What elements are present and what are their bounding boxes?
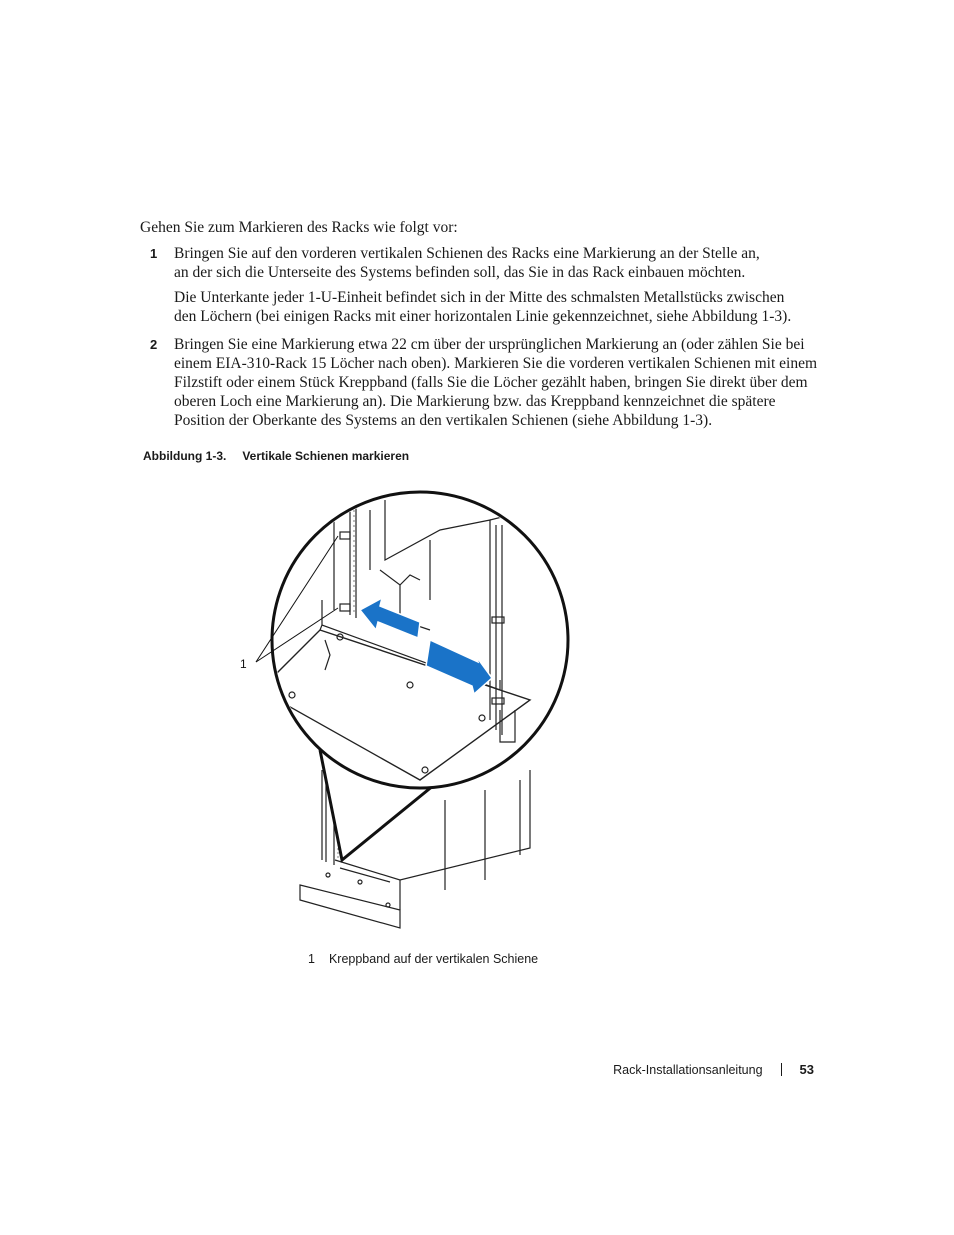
page-number: 53 xyxy=(799,1062,814,1077)
figure-number: Abbildung 1-3. xyxy=(143,449,227,463)
figure-title: Vertikale Schienen markieren xyxy=(242,449,410,463)
legend-number: 1 xyxy=(308,952,315,966)
footer-divider xyxy=(781,1063,782,1076)
figure-caption xyxy=(143,449,409,463)
step-1-note-line-1: Die Unterkante jeder 1-U-Einheit befindet sich in der Mitte des schmalsten Metallstücks zwischen xyxy=(174,289,785,306)
step-2-line-3: Filzstift oder einem Stück Kreppband (falls Sie die Löcher gezählt haben, bringen Sie direkt über dem xyxy=(174,374,808,391)
callout-number: 1 xyxy=(240,657,247,671)
step-2-line-4: oberen Loch eine Markierung an). Die Markierung bzw. das Kreppband kennzeichnet die spätere xyxy=(174,393,776,410)
footer-title: Rack-Installationsanleitung xyxy=(613,1062,763,1077)
page-footer xyxy=(613,1062,814,1077)
step-number: 1 xyxy=(150,246,158,261)
step-2-line-1: Bringen Sie eine Markierung etwa 22 cm über der ursprünglichen Markierung an (oder zählen Sie bei xyxy=(174,336,805,353)
step-2-line-2: einem EIA-310-Rack 15 Löcher nach oben). Markieren Sie die vorderen vertikalen Schienen mit einem xyxy=(174,355,818,372)
step-2 xyxy=(150,335,820,430)
step-1-line-1: Bringen Sie auf den vorderen vertikalen Schienen des Racks eine Markierung an der Stelle an, xyxy=(174,245,760,262)
step-2-line-5: Position der Oberkante des Systems an den vertikalen Schienen (siehe Abbildung 1-3). xyxy=(174,412,713,429)
legend-text: Kreppband auf der vertikalen Schiene xyxy=(328,952,539,966)
rack-illustration xyxy=(230,480,590,940)
step-number: 2 xyxy=(150,337,158,352)
step-1 xyxy=(150,244,820,326)
intro-text: Gehen Sie zum Markieren des Racks wie folgt vor: xyxy=(140,219,458,236)
step-1-line-2: an der sich die Unterseite des Systems befinden soll, das Sie in das Rack einbauen möchten. xyxy=(174,264,746,281)
figure-legend xyxy=(308,952,538,966)
step-1-note-line-2: den Löchern (bei einigen Racks mit einer horizontalen Linie gekennzeichnet, siehe Abbildung 1-3). xyxy=(174,308,792,325)
rack-figure xyxy=(230,480,590,940)
